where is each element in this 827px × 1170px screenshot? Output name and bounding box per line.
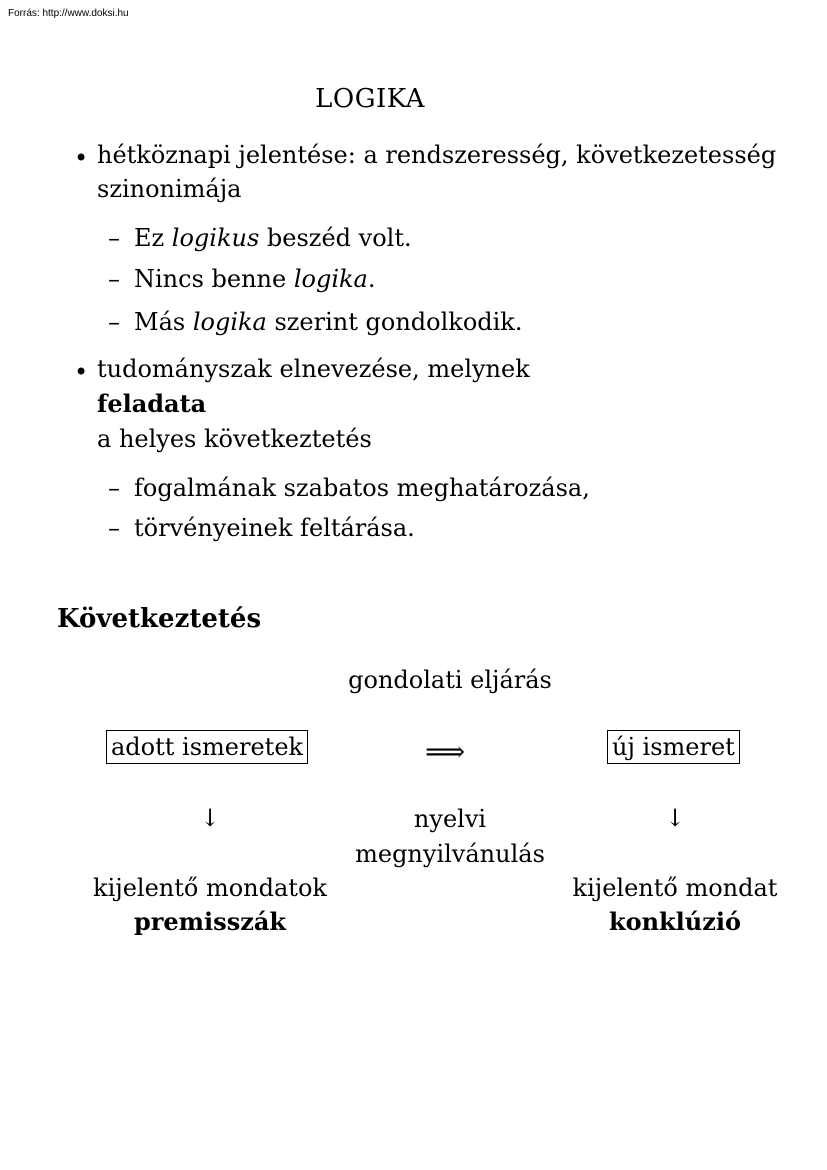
example-2-post: . [367,265,376,293]
new-knowledge-box [607,735,740,759]
example-1-italic: logikus [171,224,260,252]
right-description: kijelentő mondat [572,874,778,902]
left-term [60,907,360,936]
example-2: – Nincs benne logika. [108,265,376,293]
task-item-1: – fogalmának szabatos meghatározása, [108,474,590,502]
implies-arrow-icon: ⟹ [425,735,466,768]
example-2-pre: Nincs benne [134,265,294,293]
bullet2-bold-term: feladata [97,389,207,418]
premises-term: premisszák [133,907,287,936]
language-line2: megnyilvánulás [355,840,545,868]
example-3-post: szerint gondolkodik. [266,308,523,336]
example-3: – Más logika szerint gondolkodik. [108,308,523,336]
process-label: gondolati eljárás [348,666,552,694]
source-note: Forrás: http://www.doksi.hu [8,8,129,19]
example-1-pre: Ez [134,224,172,252]
bullet2-line1: tudományszak elnevezése, melynek [97,355,530,383]
task-item-2: – törvényeinek feltárása. [108,514,415,542]
task-item-2-text: törvényeinek feltárása. [134,514,415,542]
bullet-marker-2: • [74,358,89,386]
down-arrow-right-icon: ↓ [664,804,686,832]
bullet1-line1: hétköznapi jelentése: a rendszeresség, következetesség [97,141,777,169]
page-title: LOGIKA [315,84,425,114]
section-heading: Következtetés [57,604,262,634]
given-knowledge-text: adott ismeretek [106,730,308,764]
example-3-pre: Más [134,308,193,336]
down-arrow-left-icon: ↓ [199,804,221,832]
bullet1-line2: szinonimája [97,175,242,203]
conclusion-term: konklúzió [608,907,742,936]
example-1: – Ez logikus beszéd volt. [108,224,412,252]
new-knowledge-text: új ismeret [607,730,740,764]
given-knowledge-box [106,735,308,759]
task-item-1-text: fogalmának szabatos meghatározása, [134,474,590,502]
bullet2-line3: a helyes következtetés [97,425,372,453]
example-2-italic: logika [293,265,368,293]
language-line1: nyelvi [413,805,487,833]
example-3-italic: logika [192,308,267,336]
example-1-post: beszéd volt. [259,224,412,252]
bullet2-line2 [97,389,207,418]
right-term [540,907,810,936]
bullet-marker-1: • [74,144,89,172]
left-description: kijelentő mondatok [93,874,327,902]
